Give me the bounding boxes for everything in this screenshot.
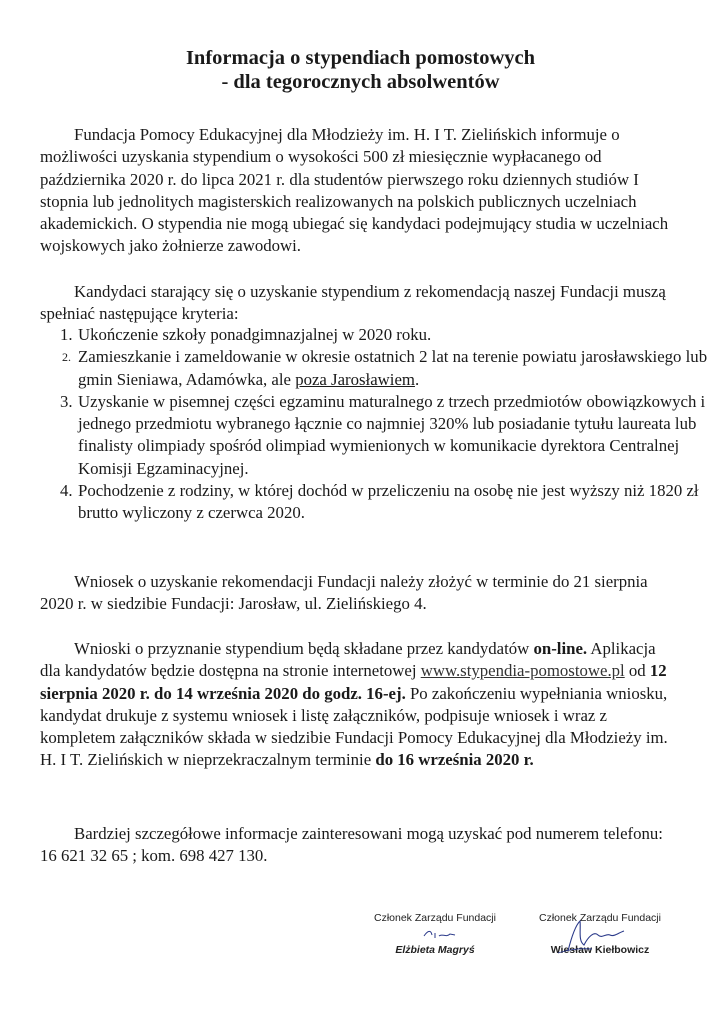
online-bold-2: 12 sierpnia 2020 r. do 14 września 2020 do godz. 16-ej. (40, 661, 667, 703)
contact-info-paragraph: Bardziej szczegółowe informacje zainteresowani mogą uzyskać pod numerem telefonu: 16 621 32 65 ; kom. 698 427 130. (40, 824, 663, 866)
signature-name: Elżbieta Magryś (395, 944, 475, 956)
list-item-text: Pochodzenie z rodziny, w której dochód w przeliczeniu na osobę nie jest wyższy niż 1820 zł brutto wyliczony z czerwca 2020. (78, 481, 699, 523)
signature-role: Członek Zarządu Fundacji (374, 912, 496, 924)
signature-scribble-icon (422, 927, 458, 941)
signature-role: Członek Zarządu Fundacji (539, 912, 661, 924)
criteria-intro-paragraph: Kandydaci starający się o uzyskanie stypendium z rekomendacją naszej Fundacji muszą spełniać następujące kryteria: (40, 282, 666, 324)
list-item (40, 346, 708, 391)
document-title: Informacja o stypendiach pomostowych (185, 47, 536, 69)
signature-block-1 (360, 911, 510, 957)
intro-paragraph: Fundacja Pomocy Edukacyjnej dla Młodzieży im. H. I T. Zielińskich informuje o możliwości uzyskania stypendium o wysokości 500 zł miesięcznie wypłacanego od października 2020 r. do lipca 2021 r. dla studentów pierwszego roku dziennych studiów I stopnia lub jednolitych magisterskich realizowanych na polskich publicznych uczelniach akademickich. O stypendia nie mogą ubiegać się kandydaci podejmujący studia w uczelniach wojskowych jako żołnierze zawodowi. (40, 125, 669, 256)
online-text-1: Wnioski o przyznanie stypendium będą składane przez kandydatów (74, 639, 534, 658)
website-link[interactable]: www.stypendia-pomostowe.pl (420, 661, 625, 681)
signature-name: Wiesław Kiełbowicz (550, 944, 650, 956)
list-item (40, 391, 708, 480)
online-text-2: Aplikacja dla kandydatów będzie dostępna na stronie internetowej (40, 639, 656, 681)
online-application-paragraph (40, 638, 680, 772)
underlined-text: poza Jarosławiem (295, 369, 415, 389)
signature-scribble-icon (550, 915, 640, 955)
online-bold-3: do 16 września 2020 r. (375, 750, 534, 770)
online-bold-1: on-line. (533, 639, 588, 658)
criteria-list (40, 324, 708, 525)
list-item-text-end: . (414, 369, 420, 389)
list-item (40, 324, 708, 346)
document-subtitle: - dla tegorocznych absolwentów (221, 71, 500, 93)
list-item-number: 3. (60, 391, 73, 411)
list-item-number: 4. (60, 481, 73, 501)
list-item-number: 2. (62, 350, 71, 365)
list-item-number: 1. (60, 325, 73, 344)
online-text-4: Po zakończeniu wypełniania wniosku, kandydat drukuje z systemu wniosek i listę załączników, podpisuje wniosek i wraz z kompletem załączników składa w siedzibie Fundacji Pomocy Edukacyjnej dla Młodzieży im. H. I T. Zielińskich w nieprzekraczalnym terminie (40, 683, 668, 770)
list-item-text: Ukończenie szkoły ponadgimnazjalnej w 2020 roku. (78, 325, 432, 344)
application-deadline-paragraph: Wniosek o uzyskanie rekomendacji Fundacji należy złożyć w terminie do 21 sierpnia 2020 r. w siedzibie Fundacji: Jarosław, ul. Zielińskiego 4. (40, 572, 648, 614)
list-item-text: Zamieszkanie i zameldowanie w okresie ostatnich 2 lat na terenie powiatu jarosławskiego lub gmin Sieniawa, Adamówka, ale (78, 347, 708, 389)
list-item-text: Uzyskanie w pisemnej części egzaminu maturalnego z trzech przedmiotów obowiązkowych i jednego przedmiotu wybranego łącznie co najmniej 320% lub posiadanie tytułu laureata lub finalisty olimpiady spośród olimpiad wymienionych w komunikacie dyrektora Centralnej Komisji Egzaminacyjnej. (78, 391, 706, 478)
list-item (40, 480, 708, 525)
signature-block-2 (520, 911, 680, 957)
online-text-3: od (624, 661, 650, 681)
